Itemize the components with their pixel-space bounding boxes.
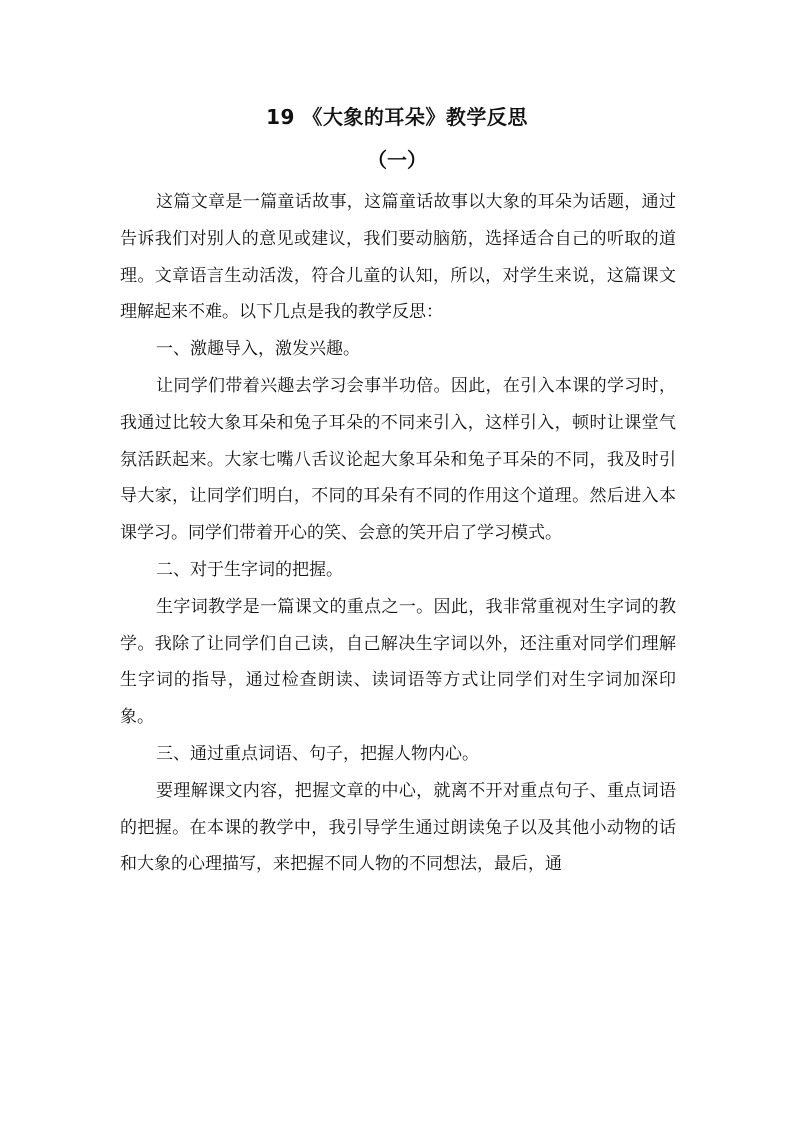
document-title: 19 《大象的耳朵》教学反思 — [266, 105, 528, 129]
paragraph-point-1: 让同学们带着兴趣去学习会事半功倍。因此，在引入本课的学习时，我通过比较大象耳朵和兔子耳朵的不同来引入，这样引入，顿时让课堂气氛活跃起来。大家七嘴八舌议论起大象耳朵和兔子耳朵的不同，我及时引导大家，让同学们明白，不同的耳朵有不同的作用这个道理。然后进入本课学习。同学们带着开心的笑、会意的笑开启了学习模式。 — [120, 375, 676, 544]
heading-point-2: 二、对于生字词的把握。 — [156, 559, 343, 580]
section-number: （一） — [367, 148, 427, 172]
heading-point-1: 一、激趣导入，激发兴趣。 — [156, 339, 360, 360]
document-body — [120, 184, 676, 883]
heading-point-3: 三、通过重点词语、句子，把握人物内心。 — [156, 743, 479, 764]
paragraph-point-3: 要理解课文内容，把握文章的中心，就离不开对重点句子、重点词语的把握。在本课的教学中，我引导学生通过朗读兔子以及其他小动物的话和大象的心理描写，来把握不同人物的不同想法，最后，通 — [120, 780, 676, 875]
paragraph-point-2: 生字词教学是一篇课文的重点之一。因此，我非常重视对生字词的教学。我除了让同学们自己读，自己解决生字词以外，还注重对同学们理解生字词的指导，通过检查朗读、读词语等方式让同学们对生字词加深印象。 — [120, 596, 676, 728]
paragraph-intro: 这篇文章是一篇童话故事，这篇童话故事以大象的耳朵为话题，通过告诉我们对别人的意见或建议，我们要动脑筋，选择适合自己的听取的道理。文章语言生动活泼，符合儿童的认知，所以，对学生来说，这篇课文理解起来不难。以下几点是我的教学反思： — [120, 192, 676, 323]
